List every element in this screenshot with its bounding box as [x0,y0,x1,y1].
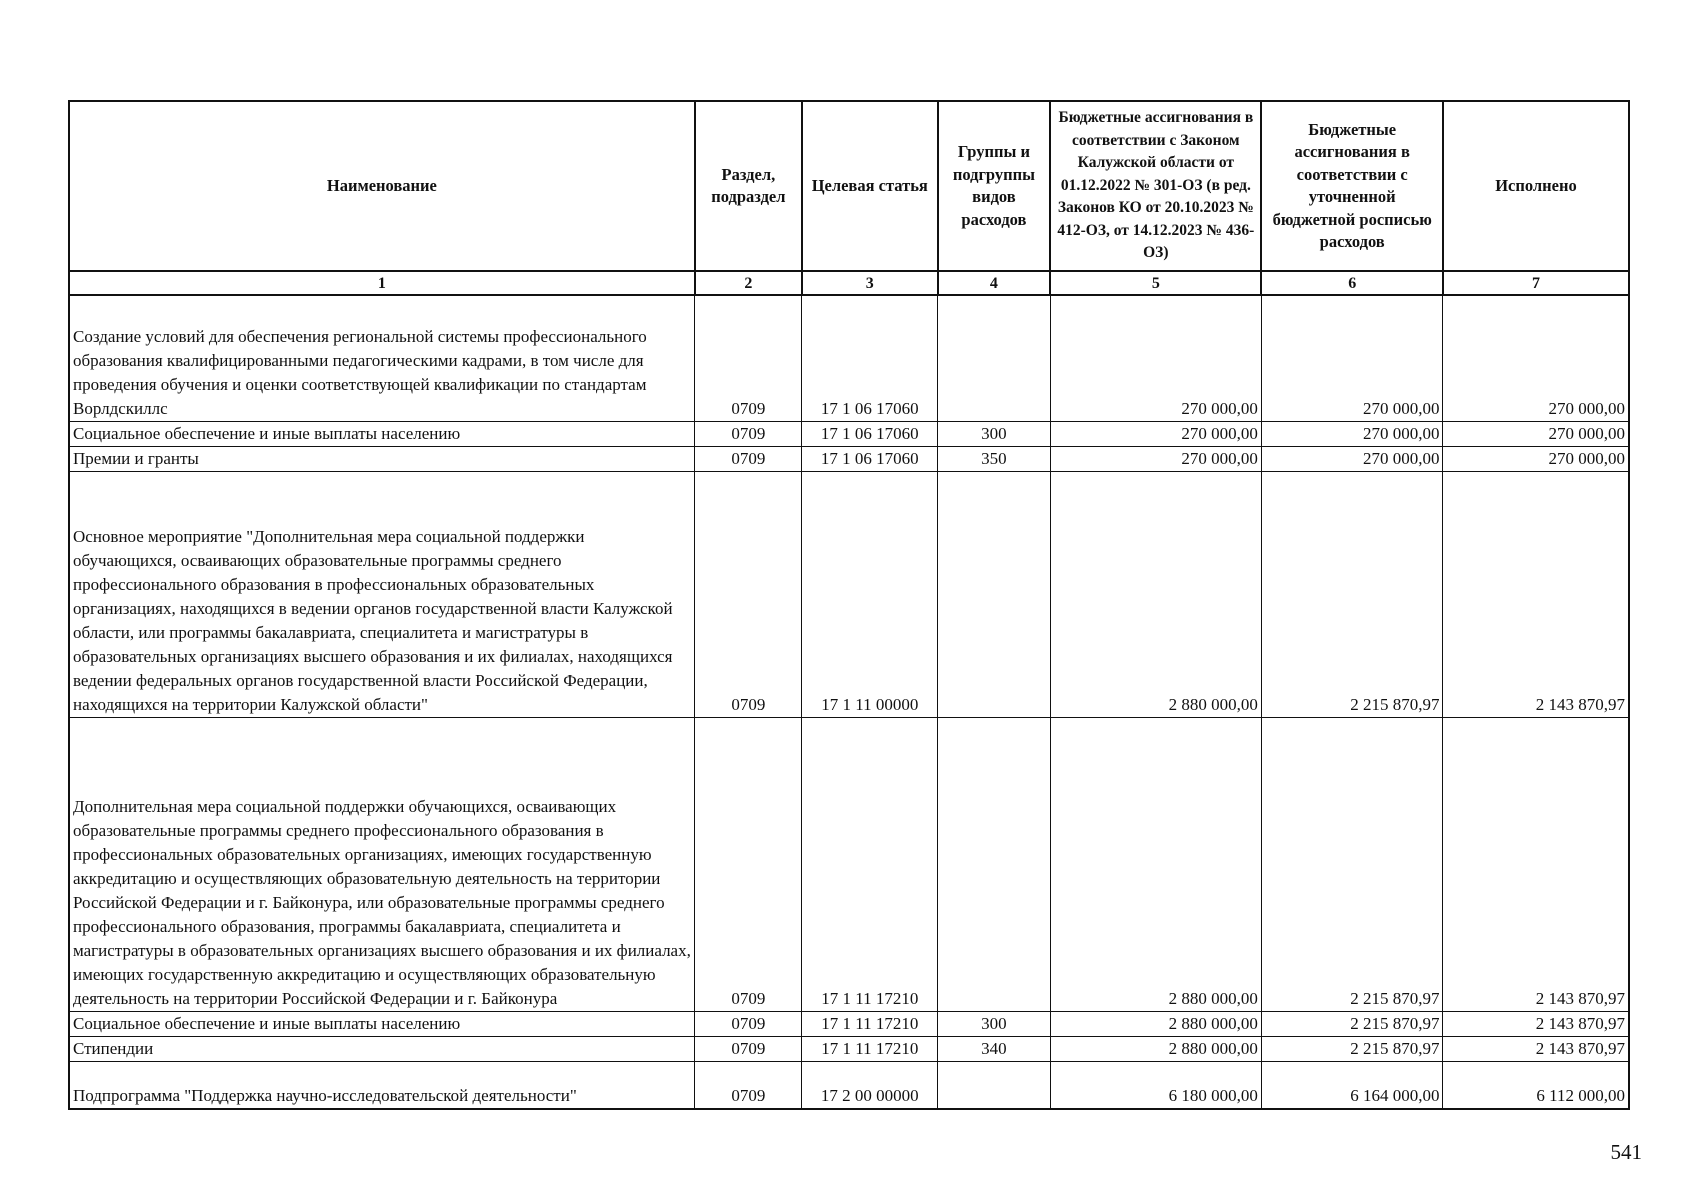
table-row [69,1036,1629,1061]
column-number: 5 [1050,271,1261,295]
row-refined-amount: 2 215 870,97 [1261,1036,1443,1061]
row-name: Премии и гранты [69,446,695,471]
row-executed-amount: 270 000,00 [1443,421,1629,446]
row-refined-amount: 270 000,00 [1261,295,1443,421]
row-target: 17 1 11 17210 [802,1036,938,1061]
table-row [69,295,1629,421]
row-target: 17 1 11 17210 [802,717,938,1011]
row-section: 0709 [695,717,802,1011]
column-number: 1 [69,271,695,295]
row-section: 0709 [695,1061,802,1109]
row-section: 0709 [695,471,802,717]
header-section: Раздел, подраздел [695,101,802,271]
table-row [69,717,1629,1011]
row-section: 0709 [695,446,802,471]
row-group: 340 [938,1036,1051,1061]
row-law-amount: 2 880 000,00 [1050,1011,1261,1036]
row-group: 300 [938,421,1051,446]
header-executed: Исполнено [1443,101,1629,271]
row-executed-amount: 270 000,00 [1443,295,1629,421]
row-name: Подпрограмма "Поддержка научно-исследовательской деятельности" [69,1061,695,1109]
row-name: Дополнительная мера социальной поддержки обучающихся, осваивающих образовательные программы среднего профессионального образования в профессиональных образовательных организациях, имеющих государственную аккредитацию и осуществляющих образовательную деятельность на территории Российской Федерации и г. Байконура, или образовательные программы среднего профессионального образования, программы бакалавриата, специалитета и магистратуры в образовательных организациях высшего образования и их филиалах, имеющих государственную аккредитацию и осуществляющих образовательную деятельность на территории Российской Федерации и г. Байконура [69,717,695,1011]
row-refined-amount: 6 164 000,00 [1261,1061,1443,1109]
row-executed-amount: 6 112 000,00 [1443,1061,1629,1109]
header-law-allocations: Бюджетные ассигнования в соответствии с Законом Калужской области от 01.12.2022 № 301-ОЗ (в ред. Законов КО от 20.10.2023 № 412-ОЗ, от 14.12.2023 № 436-ОЗ) [1050,101,1261,271]
row-section: 0709 [695,421,802,446]
row-target: 17 2 00 00000 [802,1061,938,1109]
row-refined-amount: 2 215 870,97 [1261,717,1443,1011]
table-row [69,1011,1629,1036]
row-law-amount: 2 880 000,00 [1050,471,1261,717]
column-number: 3 [802,271,938,295]
row-refined-amount: 2 215 870,97 [1261,471,1443,717]
row-law-amount: 2 880 000,00 [1050,1036,1261,1061]
row-refined-amount: 270 000,00 [1261,421,1443,446]
row-target: 17 1 11 17210 [802,1011,938,1036]
row-name: Социальное обеспечение и иные выплаты населению [69,421,695,446]
row-name: Стипендии [69,1036,695,1061]
row-group [938,295,1051,421]
table-row [69,1061,1629,1109]
row-law-amount: 270 000,00 [1050,295,1261,421]
page-number: 541 [1610,1140,1642,1164]
row-executed-amount: 2 143 870,97 [1443,471,1629,717]
row-section: 0709 [695,1036,802,1061]
table-row [69,421,1629,446]
column-number: 4 [938,271,1051,295]
row-executed-amount: 2 143 870,97 [1443,1036,1629,1061]
row-refined-amount: 270 000,00 [1261,446,1443,471]
header-name: Наименование [69,101,695,271]
row-group [938,471,1051,717]
row-name: Создание условий для обеспечения региональной системы профессионального образования квалифицированными педагогическими кадрами, в том числе для проведения обучения и оценки соответствующей квалификации по стандартам Ворлдскиллс [69,295,695,421]
table-row [69,446,1629,471]
row-section: 0709 [695,295,802,421]
column-number: 6 [1261,271,1443,295]
column-number: 7 [1443,271,1629,295]
row-target: 17 1 06 17060 [802,421,938,446]
row-executed-amount: 2 143 870,97 [1443,1011,1629,1036]
row-target: 17 1 11 00000 [802,471,938,717]
row-name: Основное мероприятие "Дополнительная мера социальной поддержки обучающихся, осваивающих образовательные программы среднего профессионального образования в профессиональных образовательных организациях, находящихся в ведении органов государственной власти Калужской области, или программы бакалавриата, специалитета и магистратуры в образовательных организациях высшего образования и их филиалах, находящихся ведении федеральных органов государственной власти Российской Федерации, находящихся на территории Калужской области" [69,471,695,717]
table-row [69,471,1629,717]
row-target: 17 1 06 17060 [802,446,938,471]
row-group [938,1061,1051,1109]
row-executed-amount: 2 143 870,97 [1443,717,1629,1011]
header-expense-groups: Группы и подгруппы видов расходов [938,101,1051,271]
row-group: 300 [938,1011,1051,1036]
row-refined-amount: 2 215 870,97 [1261,1011,1443,1036]
budget-execution-table [68,100,1630,1110]
row-law-amount: 270 000,00 [1050,421,1261,446]
row-executed-amount: 270 000,00 [1443,446,1629,471]
row-section: 0709 [695,1011,802,1036]
header-target-article: Целевая статья [802,101,938,271]
row-name: Социальное обеспечение и иные выплаты населению [69,1011,695,1036]
row-group [938,717,1051,1011]
header-row [69,101,1629,271]
row-group: 350 [938,446,1051,471]
row-target: 17 1 06 17060 [802,295,938,421]
row-law-amount: 270 000,00 [1050,446,1261,471]
header-refined-allocations: Бюджетные ассигнования в соответствии с уточненной бюджетной росписью расходов [1261,101,1443,271]
row-law-amount: 6 180 000,00 [1050,1061,1261,1109]
row-law-amount: 2 880 000,00 [1050,717,1261,1011]
column-number: 2 [695,271,802,295]
budget-table-sheet [68,100,1630,1110]
column-number-row [69,271,1629,295]
